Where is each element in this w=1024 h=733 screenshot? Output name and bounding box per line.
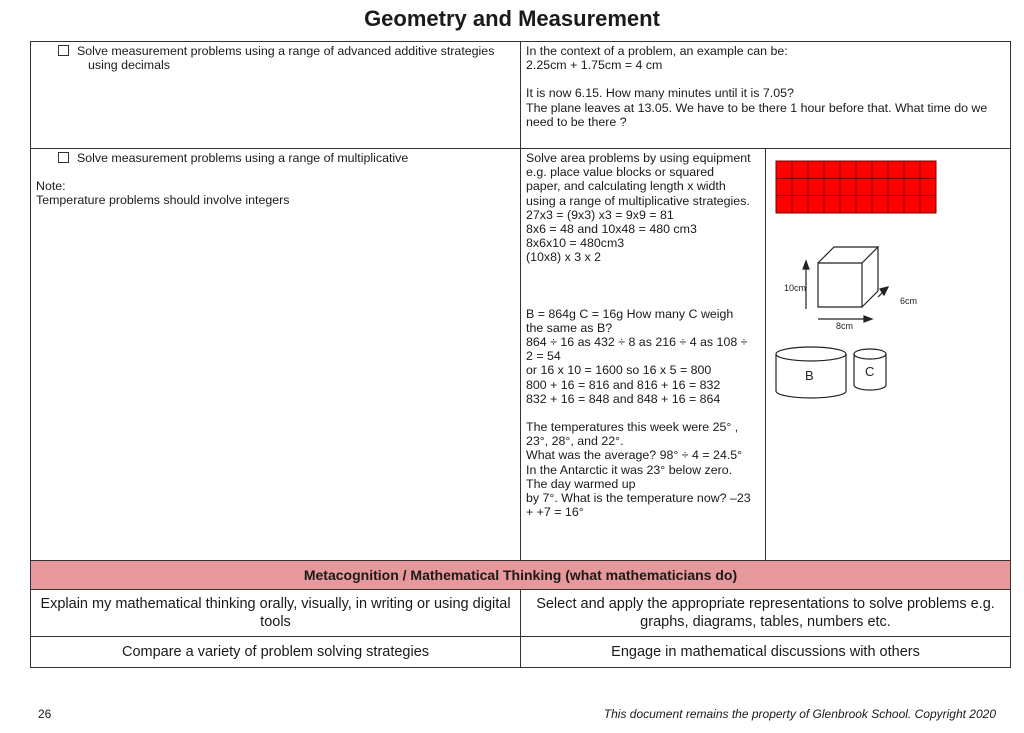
cube-width-label: 8cm	[836, 321, 854, 331]
objective-text: Solve measurement problems using a range of advanced additive strategies	[77, 44, 495, 58]
objective-cell	[31, 149, 521, 561]
example-line: e.g. place value blocks or squared	[526, 165, 715, 180]
example-cell	[521, 149, 766, 561]
skill-cell: Select and apply the appropriate representations to solve problems e.g. graphs, diagrams, tables, numbers etc.	[521, 590, 1011, 637]
example-line: 864 ÷ 16 as 432 ÷ 8 as 216 ÷ 4 as 108 ÷	[526, 335, 748, 350]
page-number: 26	[38, 707, 52, 721]
example-line: In the context of a problem, an example can be:	[526, 44, 788, 58]
cube-icon	[803, 247, 888, 322]
curriculum-table	[30, 41, 1011, 668]
example-line: 800 + 16 = 816 and 816 + 16 = 832	[526, 377, 721, 392]
example-line: Solve area problems by using equipment	[526, 151, 751, 165]
example-line: paper, and calculating length x width	[526, 179, 726, 194]
illustration-cell	[766, 149, 1011, 561]
container-c-label: C	[865, 364, 875, 379]
example-line: 27x3 = (9x3) x3 = 9x9 = 81	[526, 207, 674, 222]
checkbox-bullet-icon	[58, 152, 69, 163]
table-row	[31, 42, 1011, 149]
example-line: or 16 x 10 = 1600 so 16 x 5 = 800	[526, 363, 712, 378]
skill-cell: Explain my mathematical thinking orally, visually, in writing or using digital tools	[31, 590, 521, 637]
table-row	[31, 590, 1011, 637]
example-line: 8x6 = 48 and 10x48 = 480 cm3	[526, 222, 697, 237]
example-line: What was the average? 98° ÷ 4 = 24.5°	[526, 448, 743, 463]
red-area-grid-icon	[776, 161, 936, 213]
checkbox-bullet-icon	[58, 45, 69, 56]
table-row	[31, 149, 1011, 561]
example-cell	[521, 42, 1011, 149]
example-line: using a range of multiplicative strategies.	[526, 193, 750, 208]
skill-cell: Compare a variety of problem solving strategies	[31, 637, 521, 668]
example-line: The day warmed up	[526, 476, 636, 491]
example-line: It is now 6.15. How many minutes until it is 7.05?	[526, 86, 794, 101]
example-line: 8x6x10 = 480cm3	[526, 236, 625, 251]
objective-text: using decimals	[88, 58, 170, 73]
skill-cell: Engage in mathematical discussions with others	[521, 637, 1011, 668]
container-b-label: B	[805, 368, 814, 383]
example-line: by 7°. What is the temperature now? –23	[526, 491, 751, 506]
example-line: the same as B?	[526, 320, 613, 335]
example-line: The temperatures this week were 25° ,	[526, 420, 739, 435]
example-line: 2.25cm + 1.75cm = 4 cm	[526, 58, 663, 73]
example-line: In the Antarctic it was 23° below zero.	[526, 462, 733, 477]
copyright-notice: This document remains the property of Glenbrook School. Copyright 2020	[603, 707, 996, 721]
example-line: 832 + 16 = 848 and 848 + 16 = 864	[526, 391, 721, 406]
objective-cell	[31, 42, 521, 149]
example-line: 23°, 28°, and 22°.	[526, 434, 624, 449]
example-line: + +7 = 16°	[526, 505, 584, 520]
objective-text: Solve measurement problems using a range of multiplicative	[77, 151, 409, 165]
note-text: Temperature problems should involve integers	[36, 193, 290, 208]
illustrations	[766, 149, 1006, 549]
example-line: The plane leaves at 13.05. We have to be there 1 hour before that. What time do we	[526, 100, 988, 115]
note-label: Note:	[36, 179, 66, 194]
metacognition-heading: Metacognition / Mathematical Thinking (what mathematicians do)	[31, 561, 1011, 590]
cube-height-label: 10cm	[784, 283, 807, 293]
table-row	[31, 637, 1011, 668]
cube-depth-label: 6cm	[900, 296, 918, 306]
example-line: need to be there ?	[526, 114, 627, 129]
example-line: 2 = 54	[526, 349, 561, 364]
example-line: B = 864g C = 16g How many C weigh	[526, 306, 734, 321]
example-line: (10x8) x 3 x 2	[526, 250, 602, 265]
page-title: Geometry and Measurement	[364, 6, 660, 31]
